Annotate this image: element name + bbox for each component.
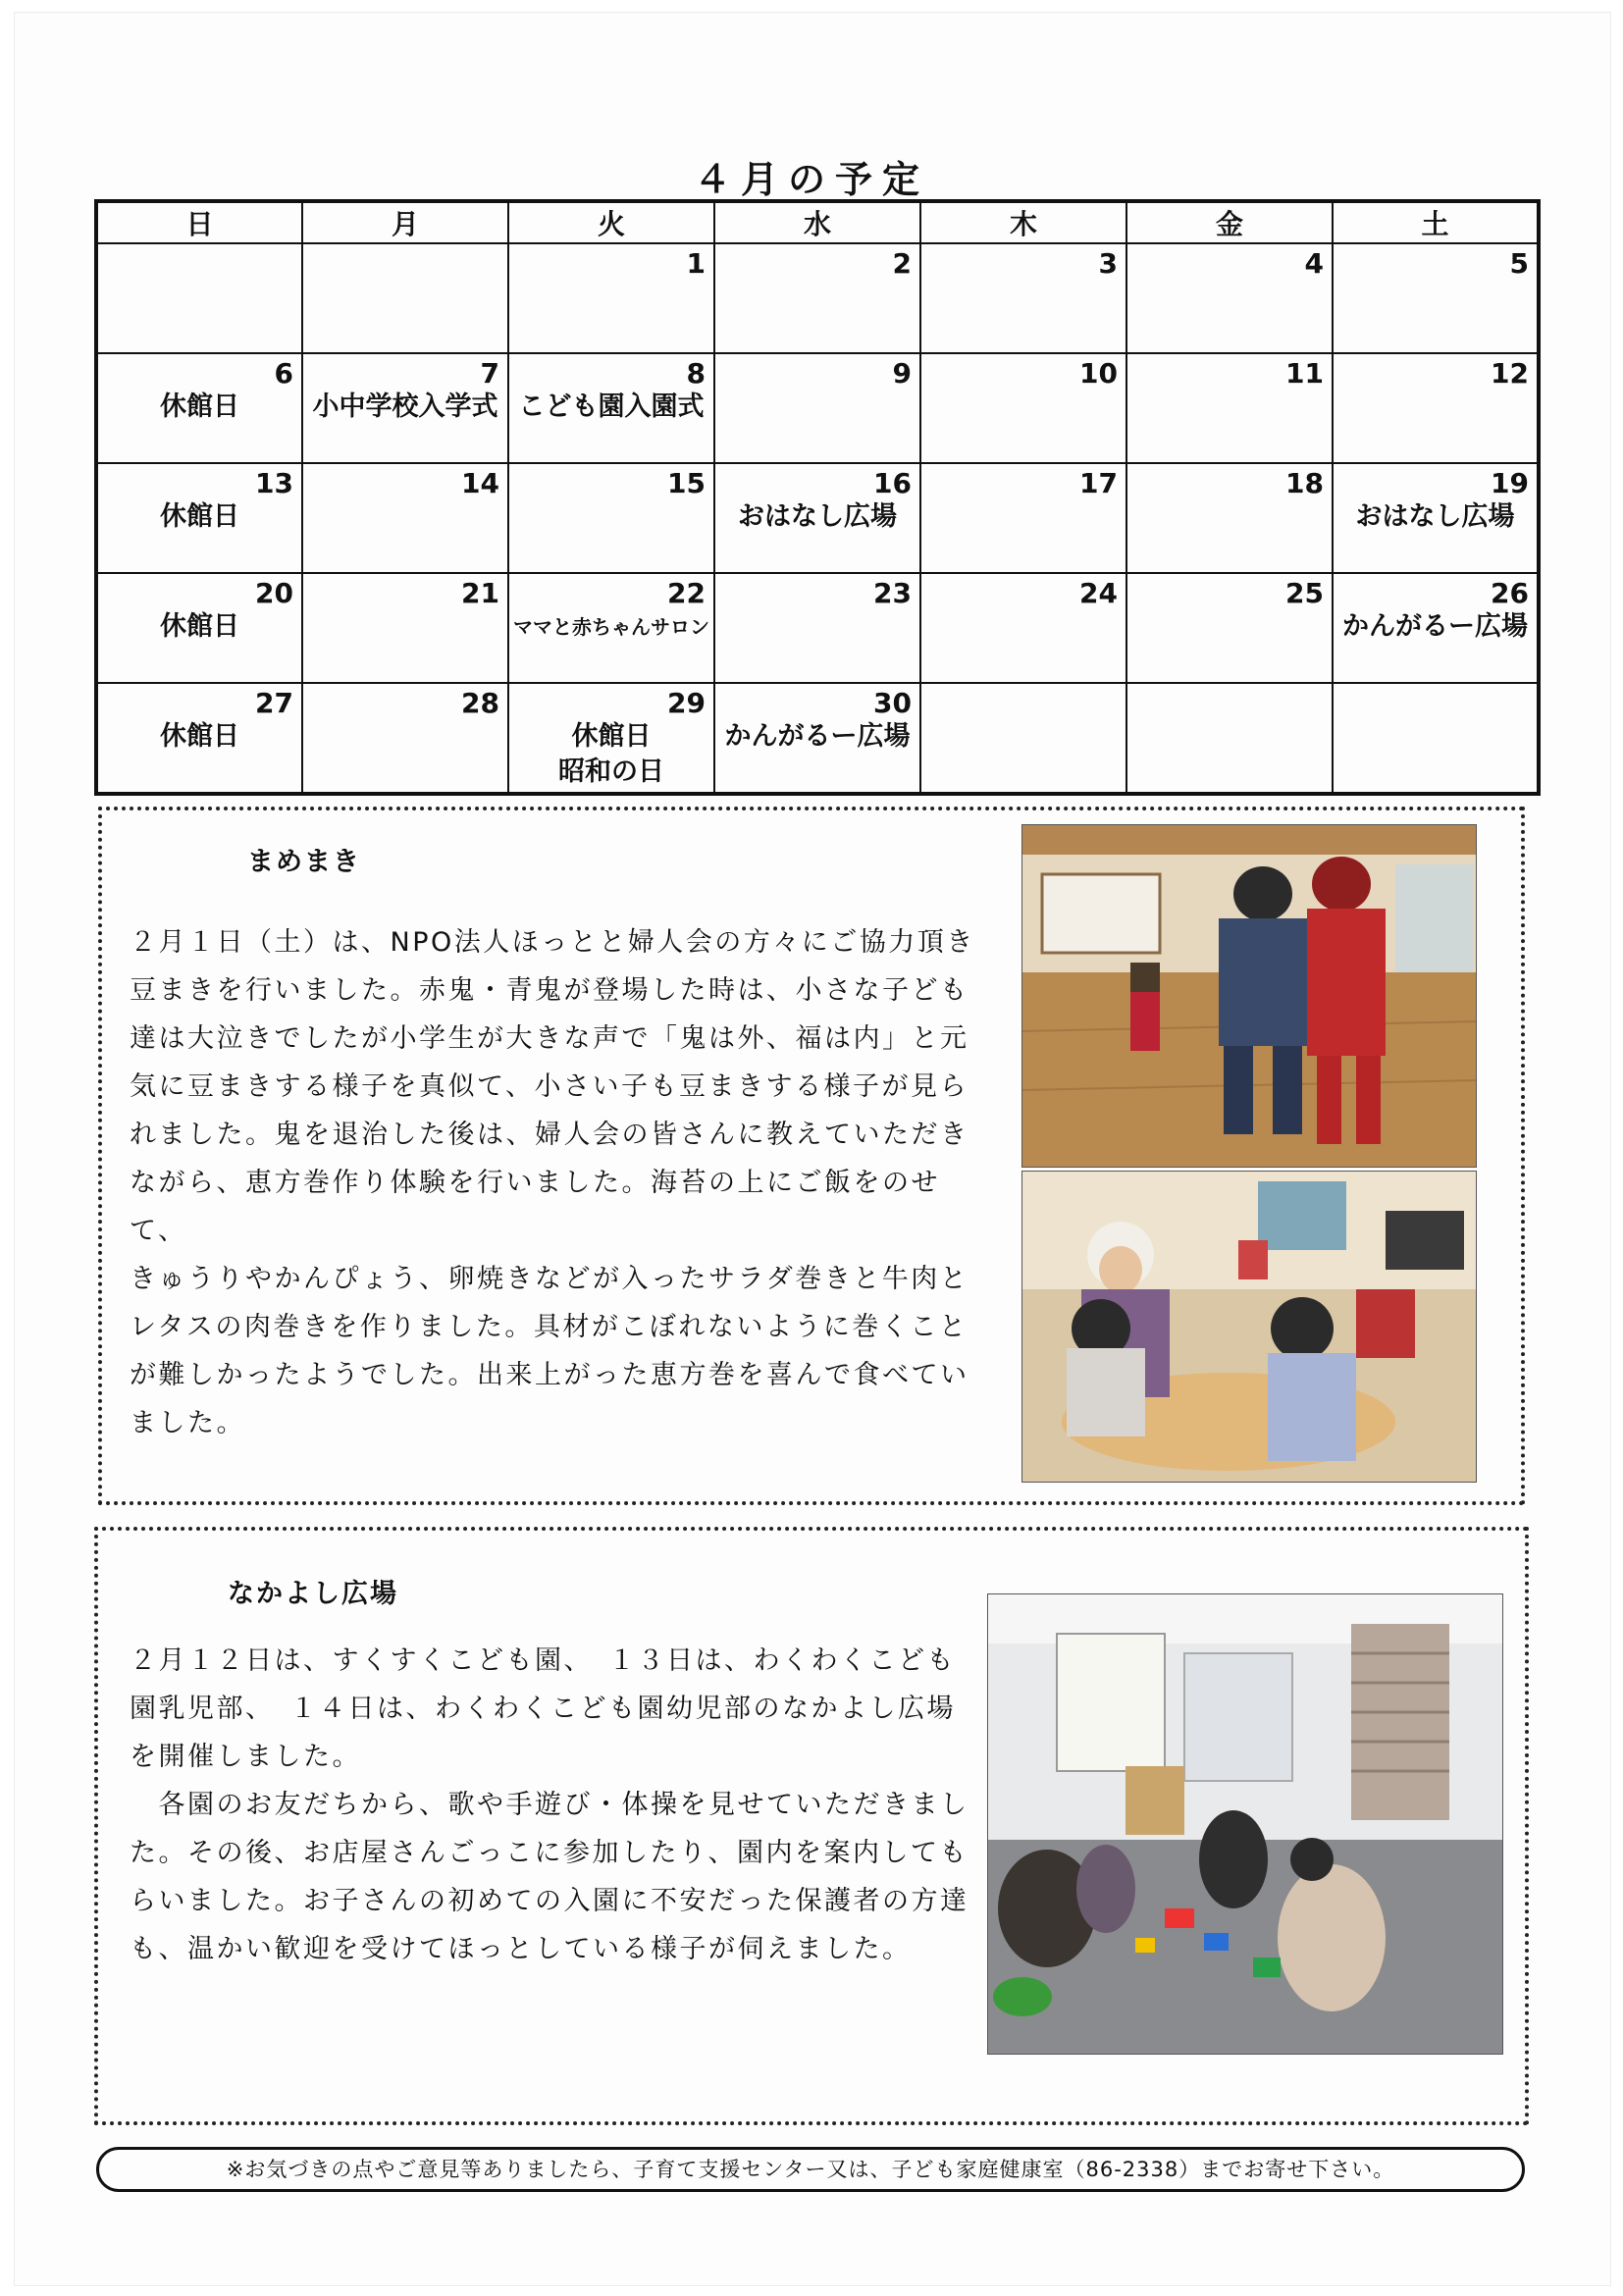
day-number: 22 bbox=[667, 577, 706, 609]
body-line: ２月１日（土）は、NPO法人ほっとと婦人会の方々にご協力頂き bbox=[130, 927, 975, 958]
day-number bbox=[1334, 684, 1537, 688]
day-number: 21 bbox=[461, 577, 499, 609]
calendar-day-cell bbox=[96, 463, 302, 573]
calendar-day-cell bbox=[1126, 353, 1333, 463]
calendar-day-cell bbox=[302, 463, 508, 573]
calendar-day-cell bbox=[1333, 683, 1539, 794]
calendar-event: かんがるー広場 bbox=[724, 721, 911, 752]
calendar-day-cell bbox=[714, 243, 920, 353]
day-number: 12 bbox=[1491, 357, 1529, 390]
calendar-day-cell bbox=[508, 243, 714, 353]
calendar-day-cell bbox=[508, 683, 714, 794]
day-number: 25 bbox=[1285, 577, 1324, 609]
calendar-day-cell bbox=[1333, 573, 1539, 683]
calendar-event: おはなし広場 bbox=[1355, 501, 1515, 532]
calendar-event: 休館日 bbox=[160, 721, 239, 752]
day-number: 15 bbox=[667, 467, 706, 499]
calendar-day-cell bbox=[1333, 353, 1539, 463]
calendar-day-cell bbox=[508, 463, 714, 573]
day-number: 4 bbox=[1304, 247, 1324, 280]
calendar-day-cell bbox=[302, 353, 508, 463]
calendar-day-cell bbox=[96, 683, 302, 794]
mamemaki-body bbox=[130, 918, 993, 1447]
weekday-sun: 日 bbox=[96, 201, 302, 243]
day-number: 18 bbox=[1285, 467, 1324, 499]
day-number: 7 bbox=[480, 357, 499, 390]
day-number bbox=[1127, 684, 1332, 688]
weekday-thu: 木 bbox=[920, 201, 1126, 243]
body-line: ２月１２日は、すくすくこども園、 １３日は、わくわくこども bbox=[130, 1645, 956, 1676]
calendar-day-cell bbox=[1333, 243, 1539, 353]
day-number: 17 bbox=[1079, 467, 1118, 499]
body-line: が難しかったようでした。出来上がった恵方巻を喜んで食べてい bbox=[130, 1360, 969, 1390]
weekday-mon: 月 bbox=[302, 201, 508, 243]
day-number: 30 bbox=[873, 687, 912, 719]
calendar-day-cell bbox=[714, 573, 920, 683]
calendar-event: 休館日 bbox=[571, 721, 652, 752]
contact-footer-note: ※お気づきの点やご意見等ありましたら、子育て支援センター又は、子ども家庭健康室（86-2338）までお寄せ下さい。 bbox=[96, 2147, 1525, 2192]
calendar-day-cell bbox=[714, 353, 920, 463]
calendar-day-cell bbox=[1126, 573, 1333, 683]
day-number: 11 bbox=[1285, 357, 1324, 390]
day-number: 27 bbox=[255, 687, 293, 719]
nakayoshi-body bbox=[130, 1637, 993, 1973]
calendar-day-cell bbox=[1126, 463, 1333, 573]
day-number bbox=[98, 244, 301, 248]
calendar-week bbox=[96, 463, 1539, 573]
mamemaki-heading: まめまき bbox=[247, 847, 361, 877]
calendar-event: 休館日 bbox=[160, 391, 239, 422]
weekday-wed: 水 bbox=[714, 201, 920, 243]
calendar-event: 休館日 bbox=[160, 501, 239, 532]
day-number: 6 bbox=[274, 357, 293, 390]
body-line: れました。鬼を退治した後は、婦人会の皆さんに教えていただき bbox=[130, 1120, 969, 1150]
playroom-photo bbox=[987, 1593, 1503, 2055]
body-line: ながら、恵方巻作り体験を行いました。海苔の上にご飯をのせて、 bbox=[130, 1168, 940, 1246]
day-number: 8 bbox=[686, 357, 706, 390]
day-number: 29 bbox=[667, 687, 706, 719]
day-number: 28 bbox=[461, 687, 499, 719]
day-number: 5 bbox=[1509, 247, 1529, 280]
calendar-day-cell bbox=[96, 353, 302, 463]
calendar-day-cell bbox=[1126, 683, 1333, 794]
calendar-event: 小中学校入学式 bbox=[312, 391, 498, 422]
day-number: 24 bbox=[1079, 577, 1118, 609]
calendar-week bbox=[96, 243, 1539, 353]
calendar-event: おはなし広場 bbox=[738, 501, 897, 532]
day-number bbox=[303, 244, 507, 248]
body-line: 園乳児部、 １４日は、わくわくこども園幼児部のなかよし広場 bbox=[130, 1694, 956, 1724]
calendar-day-cell bbox=[714, 683, 920, 794]
day-number: 13 bbox=[255, 467, 293, 499]
body-line: 各園のお友だちから、歌や手遊び・体操を見せていただきまし bbox=[130, 1790, 969, 1820]
day-number bbox=[921, 684, 1126, 688]
calendar-day-cell bbox=[508, 573, 714, 683]
body-line: 達は大泣きでしたが小学生が大きな声で「鬼は外、福は内」と元 bbox=[130, 1023, 969, 1054]
day-number: 20 bbox=[255, 577, 293, 609]
weekday-tue: 火 bbox=[508, 201, 714, 243]
day-number: 9 bbox=[892, 357, 912, 390]
calendar-day-cell bbox=[1126, 243, 1333, 353]
body-line: 気に豆まきする様子を真似て、小さい子も豆まきする様子が見ら bbox=[130, 1071, 969, 1102]
nakayoshi-heading: なかよし広場 bbox=[228, 1579, 398, 1609]
calendar-event: ママと赤ちゃんサロン bbox=[513, 615, 709, 639]
calendar-day-cell bbox=[1333, 463, 1539, 573]
april-calendar bbox=[94, 199, 1541, 796]
calendar-day-cell bbox=[714, 463, 920, 573]
calendar-day-cell bbox=[920, 353, 1126, 463]
body-line: た。その後、お店屋さんごっこに参加したり、園内を案内しても bbox=[130, 1838, 969, 1868]
calendar-day-cell bbox=[920, 683, 1126, 794]
calendar-day-cell bbox=[920, 243, 1126, 353]
day-number: 3 bbox=[1098, 247, 1118, 280]
weekday-fri: 金 bbox=[1126, 201, 1333, 243]
body-line: ました。 bbox=[130, 1408, 245, 1438]
oni-photo bbox=[1021, 824, 1477, 1168]
day-number: 23 bbox=[873, 577, 912, 609]
calendar-event: 昭和の日 bbox=[558, 757, 664, 787]
calendar-week bbox=[96, 353, 1539, 463]
ehomaki-photo bbox=[1021, 1171, 1477, 1483]
day-number: 14 bbox=[461, 467, 499, 499]
body-line: 豆まきを行いました。赤鬼・青鬼が登場した時は、小さな子ども bbox=[130, 975, 969, 1006]
day-number: 19 bbox=[1491, 467, 1529, 499]
calendar-day-cell bbox=[302, 683, 508, 794]
calendar-day-cell bbox=[96, 573, 302, 683]
calendar-event: 休館日 bbox=[160, 611, 239, 642]
body-line: も、温かい歓迎を受けてほっとしている様子が伺えました。 bbox=[130, 1934, 912, 1964]
day-number: 16 bbox=[873, 467, 912, 499]
calendar-event: かんがるー広場 bbox=[1342, 611, 1528, 642]
weekday-sat: 土 bbox=[1333, 201, 1539, 243]
calendar-day-cell bbox=[302, 243, 508, 353]
body-line: レタスの肉巻きを作りました。具材がこぼれないように巻くこと bbox=[130, 1312, 969, 1342]
calendar-day-cell bbox=[96, 243, 302, 353]
weekday-header-row bbox=[96, 201, 1539, 243]
calendar-day-cell bbox=[920, 573, 1126, 683]
body-line: を開催しました。 bbox=[130, 1742, 361, 1772]
calendar-week bbox=[96, 683, 1539, 794]
day-number: 1 bbox=[686, 247, 706, 280]
day-number: 26 bbox=[1491, 577, 1529, 609]
calendar-day-cell bbox=[508, 353, 714, 463]
day-number: 2 bbox=[892, 247, 912, 280]
body-line: きゅうりやかんぴょう、卵焼きなどが入ったサラダ巻きと牛肉と bbox=[130, 1264, 969, 1294]
calendar-day-cell bbox=[920, 463, 1126, 573]
calendar-title: ４月の予定 bbox=[693, 158, 929, 201]
calendar-week bbox=[96, 573, 1539, 683]
day-number: 10 bbox=[1079, 357, 1118, 390]
calendar-day-cell bbox=[302, 573, 508, 683]
calendar-event: こども園入園式 bbox=[518, 391, 705, 422]
body-line: らいました。お子さんの初めての入園に不安だった保護者の方達 bbox=[130, 1886, 969, 1916]
